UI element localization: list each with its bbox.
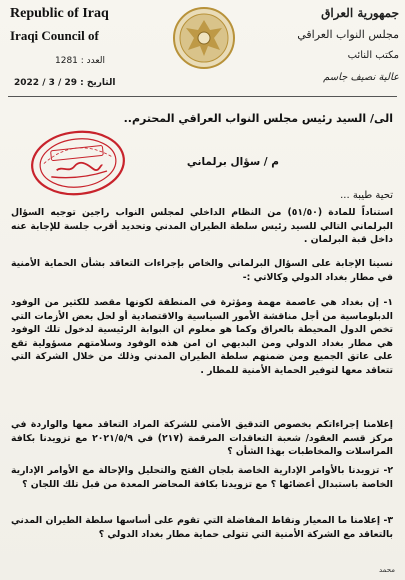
iraqi-eagle-emblem-icon: [172, 6, 236, 70]
header-ar-line4: عالية نصيف جاسم: [323, 72, 399, 83]
paragraph-item-1: ١- إن بغداد هي عاصمة مهمة ومؤثرة في المنطقة لكونها مقصد للكثير من الوفود الدبلوماسية من أجل مناقشة الأمور السياسية والاقتصادية أو لحل بعض الأزمات التي تخص الدول المحيطة بالعراق وكما هو معلوم ان البوابة الرئيسية لدخول تلك الوفود هي مطار بغداد الدولي ومن البديهي ان امن هذه الوفود وسلامتهم مسؤولية تقع على عاتق الجميع ومن ضمنهم سلطة الطيران المدني وذلك من خلال الشركة التي تتعاقد معها لتوفير الحماية الأمنية للمطار .: [11, 297, 393, 376]
letter-date: التاريخ : 29 / 3 / 2022: [14, 78, 116, 88]
header-ar-line1: جمهورية العراق: [321, 6, 399, 20]
paragraph-item-3: ٣- إعلامنا ما المعيار ونقاط المفاضلة التي تقوم على أساسها سلطة الطيران المدني بالتعاقد مع الشركة الأمنية التي تتولى حماية مطار بغداد الدولي ؟: [11, 515, 393, 540]
paragraph-item-1-question: إعلامنا إجراءاتكم بخصوص التدقيق الأمني للشركة المراد التعاقد معها والواردة في مركز قسم العقود/ شعبة التعاقدات المرقمة (٢١٧) في ٢٠٢١/٥/٩ مع تزويدنا بكافة المراسلات والمخاطبات بهذا الشأن ؟: [11, 419, 394, 458]
letter-number: العدد : 1281: [55, 56, 105, 66]
paragraph-item-2: ٢- تزويدنا بالأوامر الإدارية الخاصة بلجان الفتح والتحليل والإحالة مع الأوامر الإدارية الخاصة باستبدال أعضائها ؟ مع تزويدنا بكافة المحاضر المعدة من قبل تلك اللجان ؟: [11, 465, 393, 490]
letter-greeting: تحية طيبة ...: [340, 190, 393, 201]
header-divider: [8, 96, 397, 97]
footer-initials: محمد: [379, 566, 395, 574]
paragraph-intro: استناداً للمادة (٥١/٥٠) من النظام الداخلي لمجلس النواب راجين توجيه السؤال البرلماني التالي للسيد رئيس سلطة الطيران المدني وتحديد أقرب جلسة للإجابة عنه داخل قبة البرلمان .: [11, 207, 394, 245]
header-en-line2: Iraqi Council of: [10, 28, 99, 43]
letter-subject: م / سؤال برلماني: [186, 156, 279, 168]
official-stamp-icon: [27, 125, 129, 201]
header-ar-line2: مجلس النواب العراقي: [297, 28, 399, 41]
paragraph-request: نسينا الإجابة على السؤال البرلماني والخاص بإجراءات التعاقد بشأن الحماية الأمنية في مطار بغداد الدولي وكالاتي :-: [11, 258, 393, 283]
header-ar-line3: مكتب النائب: [347, 50, 399, 61]
header-en-line1: Republic of Iraq: [10, 6, 109, 21]
letter-addressee: الى/ السيد رئيس مجلس النواب العراقي المحترم..: [123, 112, 393, 125]
